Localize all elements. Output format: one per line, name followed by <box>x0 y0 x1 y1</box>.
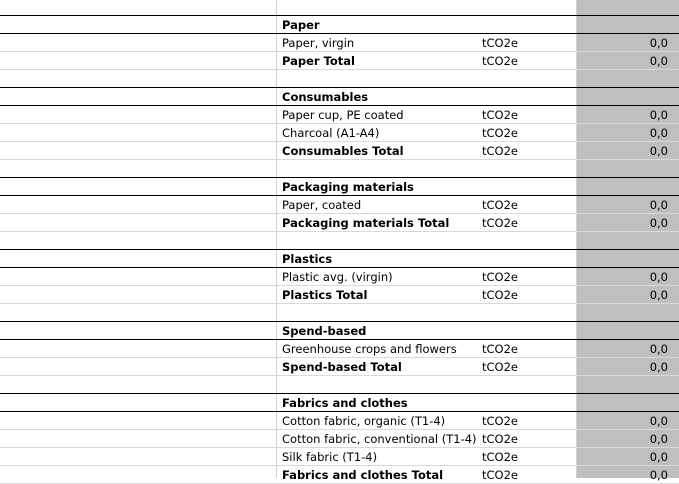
total-value[interactable]: 0,0 <box>649 216 668 230</box>
section-header-row[interactable] <box>0 394 679 412</box>
total-value[interactable]: 0,0 <box>649 468 668 482</box>
item-name[interactable]: Plastic avg. (virgin) <box>282 270 393 284</box>
section-header-row[interactable] <box>0 16 679 34</box>
total-unit[interactable]: tCO2e <box>482 54 518 68</box>
section-header[interactable]: Packaging materials <box>282 180 414 194</box>
total-unit[interactable]: tCO2e <box>482 216 518 230</box>
section-header-row[interactable] <box>0 250 679 268</box>
item-value[interactable]: 0,0 <box>649 126 668 140</box>
item-row[interactable] <box>0 106 679 124</box>
item-unit[interactable]: tCO2e <box>482 108 518 122</box>
item-value[interactable]: 0,0 <box>649 108 668 122</box>
total-value[interactable]: 0,0 <box>649 288 668 302</box>
section-header[interactable]: Consumables <box>282 90 369 104</box>
blank-row[interactable] <box>0 376 679 394</box>
item-name[interactable]: Silk fabric (T1-4) <box>282 450 378 464</box>
item-unit[interactable]: tCO2e <box>482 270 518 284</box>
item-value[interactable]: 0,0 <box>649 198 668 212</box>
item-row[interactable] <box>0 412 679 430</box>
item-name[interactable]: Cotton fabric, organic (T1-4) <box>282 414 446 428</box>
item-name[interactable]: Cotton fabric, conventional (T1-4) <box>282 432 477 446</box>
total-value[interactable]: 0,0 <box>649 144 668 158</box>
item-row[interactable] <box>0 430 679 448</box>
item-unit[interactable]: tCO2e <box>482 414 518 428</box>
item-name[interactable]: Greenhouse crops and flowers <box>282 342 457 356</box>
total-row[interactable] <box>0 214 679 232</box>
total-name[interactable]: Consumables Total <box>282 144 404 158</box>
item-unit[interactable]: tCO2e <box>482 342 518 356</box>
total-row[interactable] <box>0 466 679 484</box>
total-row[interactable] <box>0 142 679 160</box>
section-header[interactable]: Spend-based <box>282 324 367 338</box>
item-row[interactable] <box>0 268 679 286</box>
section-header[interactable]: Paper <box>282 18 320 32</box>
total-name[interactable]: Fabrics and clothes Total <box>282 468 444 482</box>
item-value[interactable]: 0,0 <box>649 342 668 356</box>
item-unit[interactable]: tCO2e <box>482 450 518 464</box>
total-name[interactable]: Spend-based Total <box>282 360 402 374</box>
item-row[interactable] <box>0 448 679 466</box>
blank-row[interactable] <box>0 0 679 16</box>
blank-row[interactable] <box>0 232 679 250</box>
total-name[interactable]: Paper Total <box>282 54 356 68</box>
item-row[interactable] <box>0 34 679 52</box>
total-value[interactable]: 0,0 <box>649 360 668 374</box>
item-name[interactable]: Paper cup, PE coated <box>282 108 404 122</box>
item-value[interactable]: 0,0 <box>649 450 668 464</box>
item-unit[interactable]: tCO2e <box>482 36 518 50</box>
total-row[interactable] <box>0 286 679 304</box>
total-unit[interactable]: tCO2e <box>482 360 518 374</box>
blank-row[interactable] <box>0 304 679 322</box>
item-row[interactable] <box>0 340 679 358</box>
item-name[interactable]: Charcoal (A1-A4) <box>282 126 380 140</box>
item-value[interactable]: 0,0 <box>649 432 668 446</box>
item-row[interactable] <box>0 196 679 214</box>
item-row[interactable] <box>0 124 679 142</box>
item-unit[interactable]: tCO2e <box>482 198 518 212</box>
blank-row[interactable] <box>0 160 679 178</box>
section-header[interactable]: Fabrics and clothes <box>282 396 408 410</box>
item-value[interactable]: 0,0 <box>649 36 668 50</box>
total-name[interactable]: Packaging materials Total <box>282 216 450 230</box>
item-value[interactable]: 0,0 <box>649 270 668 284</box>
section-header-row[interactable] <box>0 322 679 340</box>
total-row[interactable] <box>0 358 679 376</box>
total-unit[interactable]: tCO2e <box>482 468 518 482</box>
total-unit[interactable]: tCO2e <box>482 288 518 302</box>
total-name[interactable]: Plastics Total <box>282 288 368 302</box>
section-header-row[interactable] <box>0 178 679 196</box>
item-unit[interactable]: tCO2e <box>482 126 518 140</box>
section-header[interactable]: Plastics <box>282 252 333 266</box>
item-name[interactable]: Paper, virgin <box>282 36 355 50</box>
item-value[interactable]: 0,0 <box>649 414 668 428</box>
section-header-row[interactable] <box>0 88 679 106</box>
blank-row[interactable] <box>0 70 679 88</box>
total-unit[interactable]: tCO2e <box>482 144 518 158</box>
total-value[interactable]: 0,0 <box>649 54 668 68</box>
item-name[interactable]: Paper, coated <box>282 198 362 212</box>
total-row[interactable] <box>0 52 679 70</box>
item-unit[interactable]: tCO2e <box>482 432 518 446</box>
